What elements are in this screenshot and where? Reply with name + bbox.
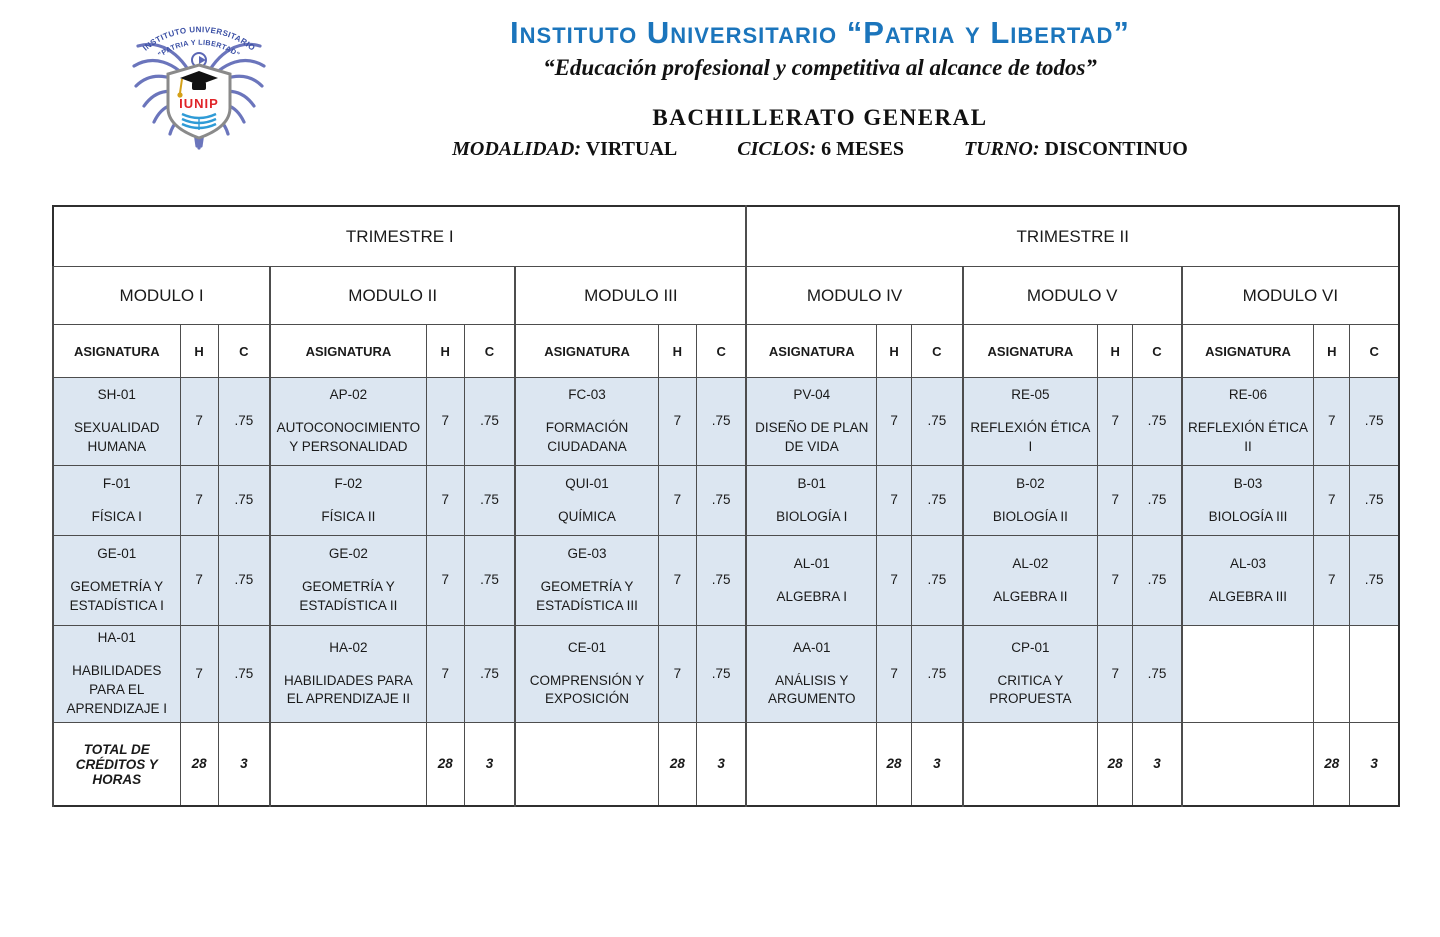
total-credits: 3: [912, 723, 963, 807]
detail-label: MODALIDAD:: [452, 138, 582, 161]
credits-header: C: [696, 325, 746, 378]
course-name: ALGEBRA II: [993, 588, 1068, 604]
module-3-header: MODULO III: [515, 267, 746, 325]
course-cell: [270, 626, 426, 723]
totals-spacer: [963, 723, 1098, 807]
course-credits: .75: [696, 626, 746, 723]
totals-spacer: [746, 723, 876, 807]
course-row: [53, 378, 1399, 466]
course-credits: .75: [1133, 536, 1182, 626]
course-code: SH-01: [97, 387, 136, 403]
course-credits: .75: [912, 626, 963, 723]
course-name: REFLEXIÓN ÉTICA II: [1187, 420, 1309, 454]
course-code: GE-03: [567, 546, 607, 562]
hours-header: H: [426, 325, 464, 378]
detail-modalidad: [452, 138, 677, 161]
course-hours: 7: [180, 378, 218, 466]
course-code: CE-01: [567, 639, 607, 655]
course-credits: .75: [218, 536, 270, 626]
course-name: FÍSICA II: [321, 508, 376, 524]
course-code: B-01: [797, 475, 827, 491]
course-hours: 7: [877, 378, 912, 466]
course-code: AP-02: [329, 387, 368, 403]
totals-spacer: [270, 723, 426, 807]
course-hours: 7: [426, 536, 464, 626]
course-name: GEOMETRÍA Y ESTADÍSTICA I: [69, 579, 164, 613]
course-cell: [53, 378, 180, 466]
course-name: COMPRENSIÓN Y EXPOSICIÓN: [529, 672, 645, 707]
course-name: CRITICA Y PROPUESTA: [989, 672, 1072, 707]
course-hours: 7: [658, 466, 696, 536]
course-name: BIOLOGÍA III: [1208, 508, 1288, 524]
detail-value: DISCONTINUO: [1044, 138, 1188, 161]
course-code: AL-02: [1012, 555, 1049, 571]
course-cell: [963, 378, 1098, 466]
course-cell: [515, 536, 658, 626]
total-hours: 28: [426, 723, 464, 807]
hours-header: H: [1314, 325, 1350, 378]
course-credits: .75: [912, 378, 963, 466]
course-hours: 7: [1098, 626, 1133, 723]
course-name: GEOMETRÍA Y ESTADÍSTICA II: [299, 579, 398, 613]
course-code: FC-03: [568, 387, 606, 403]
total-hours: 28: [180, 723, 218, 807]
course-cell: [746, 466, 876, 536]
trimester-header-row: [53, 206, 1399, 267]
course-hours: 7: [426, 466, 464, 536]
course-code: B-03: [1233, 475, 1263, 491]
asignatura-header: ASIGNATURA: [270, 325, 426, 378]
course-hours: 7: [426, 378, 464, 466]
trimester-2-header: TRIMESTRE II: [746, 206, 1399, 267]
detail-value: VIRTUAL: [585, 138, 678, 161]
credits-header: C: [464, 325, 515, 378]
institute-title: Instituto Universitario “Patria y Libertad”: [510, 15, 1130, 50]
course-name: GEOMETRÍA Y ESTADÍSTICA III: [536, 579, 638, 613]
course-hours: 7: [1098, 466, 1133, 536]
total-hours: 28: [877, 723, 912, 807]
course-cell: [515, 466, 658, 536]
course-code: RE-05: [1011, 387, 1050, 403]
course-code: AA-01: [793, 639, 831, 655]
total-credits: 3: [696, 723, 746, 807]
credits-header: C: [1133, 325, 1182, 378]
institute-tagline: “Educación profesional y competitiva al alcance de todos”: [543, 55, 1097, 81]
asignatura-header: ASIGNATURA: [1182, 325, 1314, 378]
totals-label: TOTAL DE CRÉDITOS Y HORAS: [53, 723, 180, 807]
course-credits: .75: [696, 466, 746, 536]
logo-arc-text-top: INSTITUTO UNIVERSITARIO: [141, 25, 257, 53]
course-cell: [746, 378, 876, 466]
module-2-header: MODULO II: [270, 267, 515, 325]
course-hours: 7: [658, 378, 696, 466]
course-credits: .75: [464, 626, 515, 723]
course-credits: .75: [218, 378, 270, 466]
course-credits: .75: [696, 536, 746, 626]
asignatura-header: ASIGNATURA: [963, 325, 1098, 378]
asignatura-header: ASIGNATURA: [515, 325, 658, 378]
course-cell: [746, 536, 876, 626]
course-cell: [515, 626, 658, 723]
course-code: F-02: [334, 475, 363, 491]
course-credits: .75: [1133, 378, 1182, 466]
logo-arc-text-bottom: "PATRIA Y LIBERTAD": [156, 37, 242, 60]
course-code: PV-04: [793, 387, 831, 403]
course-cell: [270, 466, 426, 536]
course-name: BIOLOGÍA I: [776, 508, 848, 524]
course-name: FORMACIÓN CIUDADANA: [545, 420, 629, 454]
course-name: ALGEBRA III: [1208, 588, 1288, 604]
total-hours: 28: [1314, 723, 1350, 807]
asignatura-header: ASIGNATURA: [53, 325, 180, 378]
course-hours: 7: [1314, 466, 1350, 536]
total-credits: 3: [1350, 723, 1399, 807]
course-hours: 7: [1098, 378, 1133, 466]
course-code: QUI-01: [565, 475, 609, 491]
total-hours: 28: [658, 723, 696, 807]
course-credits: .75: [912, 466, 963, 536]
logo-acronym: IUNIP: [179, 96, 219, 111]
course-code: RE-06: [1228, 387, 1268, 403]
course-code: F-01: [102, 475, 131, 491]
course-hours: 7: [1098, 536, 1133, 626]
credits-header: C: [912, 325, 963, 378]
program-details: [210, 138, 1430, 161]
course-credits: .75: [218, 626, 270, 723]
course-code: HA-02: [329, 639, 368, 655]
course-code: B-02: [1016, 475, 1045, 491]
course-code: AL-01: [793, 555, 830, 571]
course-credits: .75: [464, 536, 515, 626]
course-name: AUTOCONOCIMIENTO Y PERSONALIDAD: [276, 420, 421, 454]
course-cell: [746, 626, 876, 723]
course-hours: 7: [877, 626, 912, 723]
totals-spacer: [1182, 723, 1314, 807]
course-credits: .75: [912, 536, 963, 626]
total-credits: 3: [464, 723, 515, 807]
course-name: QUÍMICA: [558, 508, 616, 524]
course-cell: [53, 536, 180, 626]
total-credits: 3: [218, 723, 270, 807]
course-cell: [515, 378, 658, 466]
empty-course-cell: [1182, 626, 1314, 723]
course-credits: .75: [464, 378, 515, 466]
course-hours: 7: [658, 626, 696, 723]
course-hours: 7: [1314, 536, 1350, 626]
course-row: [53, 626, 1399, 723]
course-name: HABILIDADES PARA EL APRENDIZAJE I: [66, 663, 168, 716]
module-1-header: MODULO I: [53, 267, 270, 325]
course-hours: 7: [658, 536, 696, 626]
course-credits: .75: [696, 378, 746, 466]
trimester-1-header: TRIMESTRE I: [53, 206, 746, 267]
course-code: GE-02: [328, 546, 368, 562]
hours-header: H: [180, 325, 218, 378]
module-header-row: [53, 267, 1399, 325]
total-hours: 28: [1098, 723, 1133, 807]
course-cell: [1182, 378, 1314, 466]
detail-ciclos: [737, 138, 904, 161]
course-hours: 7: [180, 536, 218, 626]
program-title: BACHILLERATO GENERAL: [652, 105, 988, 131]
course-cell: [270, 536, 426, 626]
course-name: BIOLOGÍA II: [992, 508, 1068, 524]
total-credits: 3: [1133, 723, 1182, 807]
course-name: REFLEXIÓN ÉTICA I: [970, 420, 1091, 454]
course-code: HA-01: [97, 630, 136, 646]
course-hours: 7: [426, 626, 464, 723]
course-name: DISEÑO DE PLAN DE VIDA: [755, 420, 869, 454]
credits-header: C: [218, 325, 270, 378]
course-code: AL-03: [1229, 555, 1267, 571]
course-code: CP-01: [1011, 639, 1050, 655]
course-cell: [963, 536, 1098, 626]
course-code: GE-01: [97, 546, 137, 562]
course-name: SEXUALIDAD HUMANA: [74, 420, 160, 454]
credits-header: C: [1350, 325, 1399, 378]
detail-turno: [964, 138, 1188, 161]
course-hours: 7: [877, 536, 912, 626]
course-credits: .75: [1350, 378, 1399, 466]
asignatura-header: ASIGNATURA: [746, 325, 876, 378]
course-hours: 7: [877, 466, 912, 536]
course-name: ANÁLISIS Y ARGUMENTO: [768, 672, 856, 707]
empty-hours-cell: [1314, 626, 1350, 723]
course-cell: [963, 626, 1098, 723]
detail-label: CICLOS:: [737, 138, 817, 161]
empty-credits-cell: [1350, 626, 1399, 723]
course-cell: [53, 466, 180, 536]
course-cell: [1182, 536, 1314, 626]
course-hours: 7: [180, 626, 218, 723]
course-cell: [963, 466, 1098, 536]
detail-label: TURNO:: [963, 138, 1040, 161]
course-name: ALGEBRA I: [776, 588, 848, 604]
curriculum-table: [52, 205, 1400, 807]
course-hours: 7: [180, 466, 218, 536]
course-cell: [1182, 466, 1314, 536]
course-cell: [270, 378, 426, 466]
course-cell: [53, 626, 180, 723]
module-5-header: MODULO V: [963, 267, 1182, 325]
course-credits: .75: [1350, 536, 1399, 626]
module-4-header: MODULO IV: [746, 267, 962, 325]
detail-value: 6 MESES: [821, 138, 904, 161]
document-header: [210, 16, 1430, 161]
course-credits: .75: [218, 466, 270, 536]
column-header-row: [53, 325, 1399, 378]
totals-spacer: [515, 723, 658, 807]
hours-header: H: [877, 325, 912, 378]
course-name: HABILIDADES PARA EL APRENDIZAJE II: [284, 672, 413, 707]
course-credits: .75: [1133, 466, 1182, 536]
module-6-header: MODULO VI: [1182, 267, 1399, 325]
hours-header: H: [1098, 325, 1133, 378]
course-row: [53, 466, 1399, 536]
totals-row: [53, 723, 1399, 807]
course-row: [53, 536, 1399, 626]
course-hours: 7: [1314, 378, 1350, 466]
hours-header: H: [658, 325, 696, 378]
course-name: FÍSICA I: [91, 508, 142, 524]
course-credits: .75: [464, 466, 515, 536]
course-credits: .75: [1133, 626, 1182, 723]
course-credits: .75: [1350, 466, 1399, 536]
